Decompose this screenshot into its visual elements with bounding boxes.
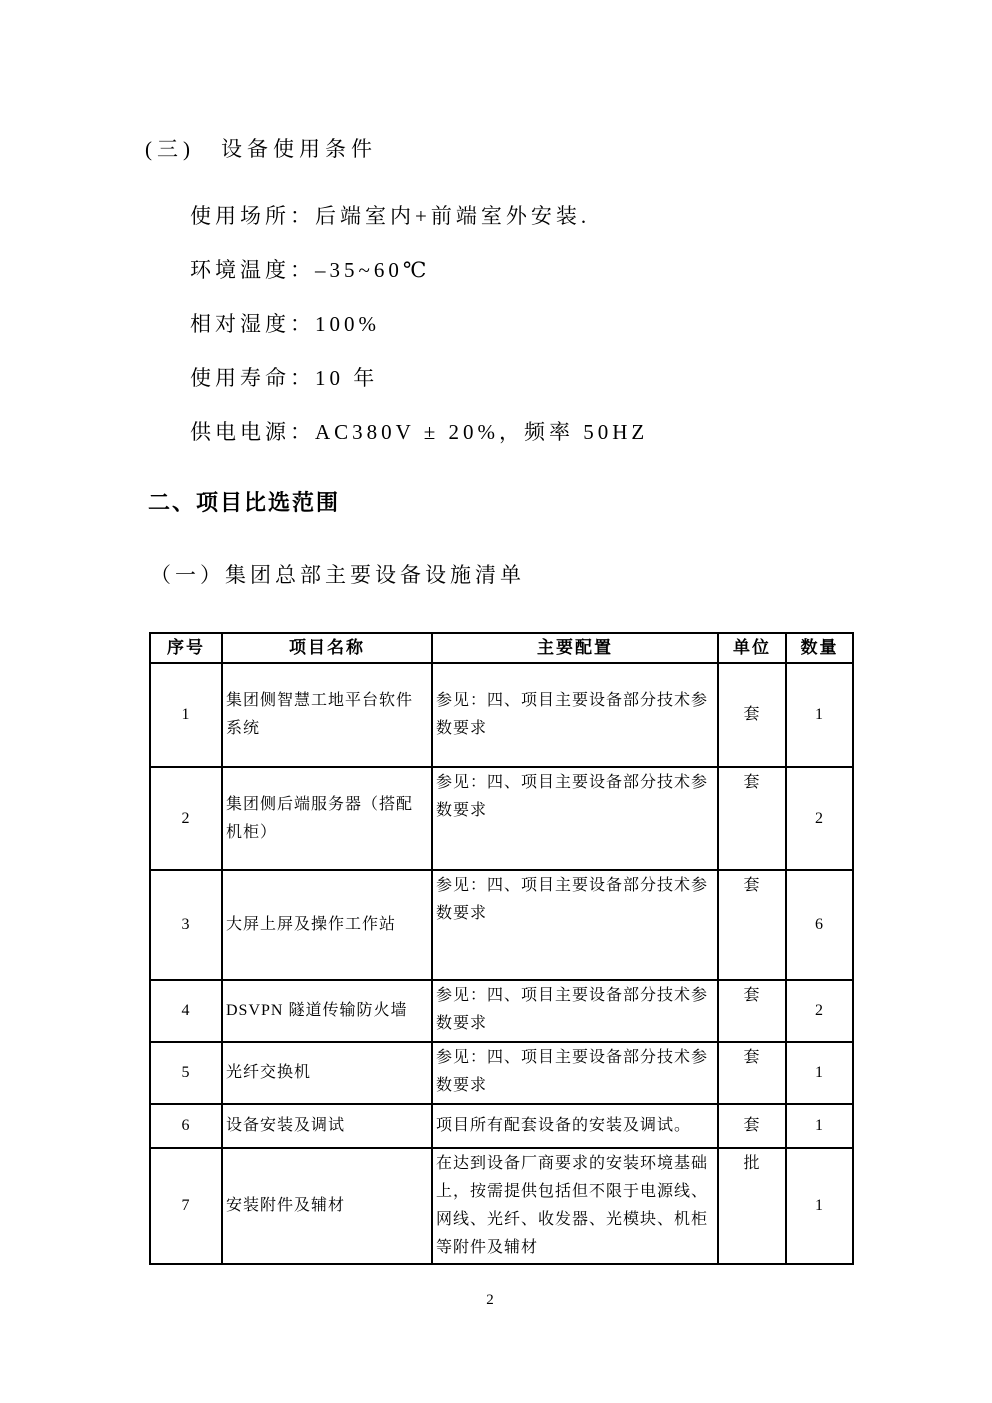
table-row (150, 1042, 853, 1104)
col-header-unit: 单位 (718, 633, 786, 663)
cell-name: 光纤交换机 (222, 1042, 432, 1104)
table-row (150, 767, 853, 870)
section-heading-project-scope: 二、项目比选范围 (148, 490, 341, 515)
table-row (150, 980, 853, 1042)
col-header-name: 项目名称 (222, 633, 432, 663)
cell-unit: 套 (718, 663, 786, 767)
cell-name: 集团侧智慧工地平台软件系统 (222, 663, 432, 767)
section-heading-number: (三) (145, 137, 195, 161)
table-row (150, 663, 853, 767)
section-heading-equipment-usage-conditions (145, 133, 377, 163)
cell-qty: 1 (786, 663, 853, 767)
condition-line-power: 供电电源：AC380V ± 20%，频率 50HZ (190, 420, 649, 444)
cell-name: 集团侧后端服务器（搭配机柜） (222, 767, 432, 870)
cell-name: 设备安装及调试 (222, 1104, 432, 1148)
cell-config: 参见：四、项目主要设备部分技术参数要求 (432, 767, 718, 870)
cell-index: 1 (150, 663, 222, 767)
cell-config: 参见：四、项目主要设备部分技术参数要求 (432, 980, 718, 1042)
cell-unit: 套 (718, 870, 786, 980)
cell-index: 3 (150, 870, 222, 980)
cell-config: 参见：四、项目主要设备部分技术参数要求 (432, 663, 718, 767)
condition-line-lifespan: 使用寿命：10 年 (190, 366, 379, 390)
cell-index: 4 (150, 980, 222, 1042)
table-row (150, 870, 853, 980)
usage-conditions-list (190, 189, 648, 459)
cell-config: 参见：四、项目主要设备部分技术参数要求 (432, 1042, 718, 1104)
section-heading-title: 设备使用条件 (221, 137, 377, 161)
cell-config: 在达到设备厂商要求的安装环境基础上，按需提供包括但不限于电源线、网线、光纤、收发器、光模块、机柜等附件及辅材 (432, 1148, 718, 1264)
cell-unit: 套 (718, 767, 786, 870)
condition-line-temperature: 环境温度：–35~60℃ (190, 258, 431, 282)
col-header-qty: 数量 (786, 633, 853, 663)
cell-qty: 2 (786, 980, 853, 1042)
subheading-equipment-list: （一）集团总部主要设备设施清单 (150, 563, 525, 587)
cell-unit: 套 (718, 980, 786, 1042)
equipment-list-table (149, 632, 854, 1265)
cell-name: 大屏上屏及操作工作站 (222, 870, 432, 980)
cell-qty: 1 (786, 1104, 853, 1148)
cell-config: 参见：四、项目主要设备部分技术参数要求 (432, 870, 718, 980)
cell-name: 安装附件及辅材 (222, 1148, 432, 1264)
cell-index: 6 (150, 1104, 222, 1148)
cell-unit: 批 (718, 1148, 786, 1264)
cell-config: 项目所有配套设备的安装及调试。 (432, 1104, 718, 1148)
cell-name: DSVPN 隧道传输防火墙 (222, 980, 432, 1042)
table-row (150, 1148, 853, 1264)
cell-index: 7 (150, 1148, 222, 1264)
table-row (150, 1104, 853, 1148)
cell-qty: 6 (786, 870, 853, 980)
cell-index: 5 (150, 1042, 222, 1104)
cell-qty: 1 (786, 1042, 853, 1104)
cell-unit: 套 (718, 1104, 786, 1148)
condition-line-humidity: 相对湿度：100% (190, 312, 380, 336)
condition-line-location: 使用场所：后端室内+前端室外安装. (190, 204, 591, 228)
col-header-config: 主要配置 (432, 633, 718, 663)
col-header-index: 序号 (150, 633, 222, 663)
page-number: 2 (486, 1292, 494, 1308)
cell-qty: 1 (786, 1148, 853, 1264)
cell-index: 2 (150, 767, 222, 870)
table-header-row (150, 633, 853, 663)
cell-unit: 套 (718, 1042, 786, 1104)
cell-qty: 2 (786, 767, 853, 870)
